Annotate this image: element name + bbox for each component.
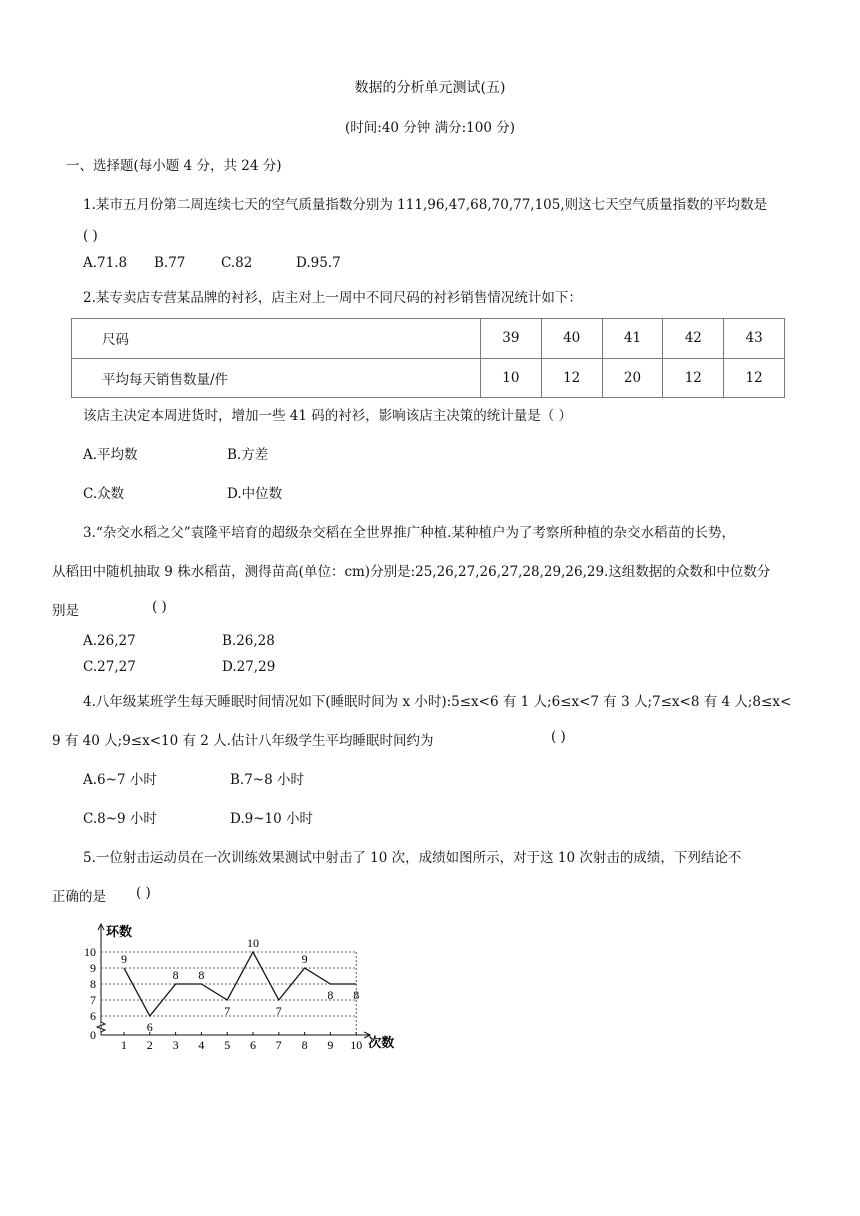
q2-option-c: C.众数 bbox=[83, 486, 125, 502]
table-cell: 20 bbox=[602, 358, 663, 398]
q3-option-a: A.26,27 bbox=[83, 633, 136, 649]
y-tick-label: 9 bbox=[90, 961, 96, 975]
y-tick-label: 6 bbox=[90, 1009, 96, 1023]
table-cell: 平均每天销售数量/件 bbox=[72, 358, 481, 398]
table-cell: 12 bbox=[541, 358, 602, 398]
page-title: 数据的分析单元测试(五) bbox=[354, 80, 506, 96]
q4-stem-line1: 4.八年级某班学生每天睡眠时间情况如下(睡眠时间为 x 小时):5≤x<6 有 1 人;6≤x<7 有 3 人;7≤x<8 有 4 人;8≤x< bbox=[83, 694, 792, 710]
q5-stem-line1: 5.一位射击运动员在一次训练效果测试中射击了 10 次，成绩如图所示，对于这 10 次射击的成绩，下列结论不 bbox=[83, 850, 742, 866]
y-tick-label: 8 bbox=[90, 977, 96, 991]
table-cell: 43 bbox=[724, 319, 785, 359]
q1-option-d: D.95.7 bbox=[296, 255, 341, 271]
q1-option-b: B.77 bbox=[154, 255, 186, 271]
x-tick-label: 8 bbox=[301, 1038, 308, 1052]
q2-stem: 2.某专卖店专营某品牌的衬衫，店主对上一周中不同尺码的衬衫销售情况统计如下： bbox=[83, 290, 582, 306]
q5-answer-blank: ( ) bbox=[136, 885, 151, 901]
table-row bbox=[72, 319, 785, 359]
x-tick-label: 4 bbox=[198, 1038, 205, 1052]
table-cell: 尺码 bbox=[72, 319, 481, 359]
table-cell: 42 bbox=[663, 319, 724, 359]
q1-option-c: C.82 bbox=[221, 255, 253, 271]
q2-option-a: A.平均数 bbox=[83, 447, 138, 463]
q4-option-a: A.6~7 小时 bbox=[83, 772, 157, 788]
table-cell: 12 bbox=[663, 358, 724, 398]
q4-answer-blank: ( ) bbox=[551, 729, 566, 745]
table-cell: 10 bbox=[481, 358, 542, 398]
x-axis-title: 次数 bbox=[368, 1035, 395, 1050]
size-sales-table bbox=[71, 318, 785, 398]
q2-question: 该店主决定本周进货时，增加一些 41 码的衬衫，影响该店主决策的统计量是（ ） bbox=[83, 408, 573, 424]
q1-answer-blank: ( ) bbox=[83, 228, 98, 244]
q4-stem-line2: 9 有 40 人;9≤x<10 有 2 人.估计八年级学生平均睡眠时间约为 bbox=[52, 733, 434, 749]
q3-option-c: C.27,27 bbox=[83, 659, 136, 675]
q3-option-d: D.27,29 bbox=[222, 659, 276, 675]
data-label: 8 bbox=[353, 988, 360, 1002]
q3-stem-line2: 从稻田中随机抽取 9 株水稻苗，测得苗高(单位：cm)分别是:25,26,27,26,27,28,29,26,29.这组数据的众数和中位数分 bbox=[52, 564, 771, 580]
table-cell: 41 bbox=[602, 319, 663, 359]
q2-option-b: B.方差 bbox=[227, 447, 269, 463]
data-label: 8 bbox=[172, 968, 179, 982]
q3-answer-blank: ( ) bbox=[152, 599, 167, 615]
data-label: 9 bbox=[301, 952, 308, 966]
y-tick-label: 10 bbox=[84, 945, 96, 959]
q2-option-d: D.中位数 bbox=[227, 486, 283, 502]
x-tick-label: 5 bbox=[224, 1038, 231, 1052]
q3-stem-line1: 3.“杂交水稻之父”袁隆平培育的超级杂交稻在全世界推广种植.某种植户为了考察所种植的杂交水稻苗的长势， bbox=[83, 525, 735, 541]
shooting-scores-chart bbox=[72, 918, 412, 1058]
x-tick-label: 2 bbox=[146, 1038, 153, 1052]
y-tick-label: 7 bbox=[90, 993, 96, 1007]
q3-option-b: B.26,28 bbox=[222, 633, 275, 649]
x-tick-label: 6 bbox=[250, 1038, 256, 1052]
table-cell: 39 bbox=[481, 319, 542, 359]
q4-option-d: D.9~10 小时 bbox=[230, 811, 314, 827]
page-subtitle: (时间:40 分钟 满分:100 分) bbox=[345, 120, 515, 136]
x-tick-label: 3 bbox=[172, 1038, 179, 1052]
axis-break bbox=[97, 1022, 105, 1032]
y-axis-title: 环数 bbox=[106, 924, 133, 939]
q4-option-b: B.7~8 小时 bbox=[230, 772, 304, 788]
data-label: 8 bbox=[198, 968, 205, 982]
section-heading: 一、选择题(每小题 4 分，共 24 分) bbox=[66, 158, 282, 174]
data-label: 8 bbox=[327, 988, 334, 1002]
q1-stem: 1.某市五月份第二周连续七天的空气质量指数分别为 111,96,47,68,70,77,105,则这七天空气质量指数的平均数是 bbox=[83, 197, 768, 213]
y-tick-label: 0 bbox=[90, 1028, 96, 1042]
q5-stem-line2: 正确的是 bbox=[52, 889, 106, 905]
table-cell: 40 bbox=[541, 319, 602, 359]
q1-option-a: A.71.8 bbox=[83, 255, 128, 271]
table-cell: 12 bbox=[724, 358, 785, 398]
q3-stem-line3: 别是 bbox=[52, 603, 79, 619]
x-tick-label: 10 bbox=[350, 1038, 363, 1052]
data-label: 6 bbox=[146, 1020, 153, 1034]
q4-option-c: C.8~9 小时 bbox=[83, 811, 157, 827]
x-tick-label: 9 bbox=[327, 1038, 334, 1052]
data-label: 10 bbox=[247, 936, 259, 950]
data-label: 7 bbox=[224, 1004, 231, 1018]
table-row bbox=[72, 358, 785, 398]
data-label: 7 bbox=[275, 1004, 282, 1018]
data-label: 9 bbox=[121, 952, 127, 966]
x-tick-label: 7 bbox=[275, 1038, 282, 1052]
x-tick-label: 1 bbox=[121, 1038, 127, 1052]
